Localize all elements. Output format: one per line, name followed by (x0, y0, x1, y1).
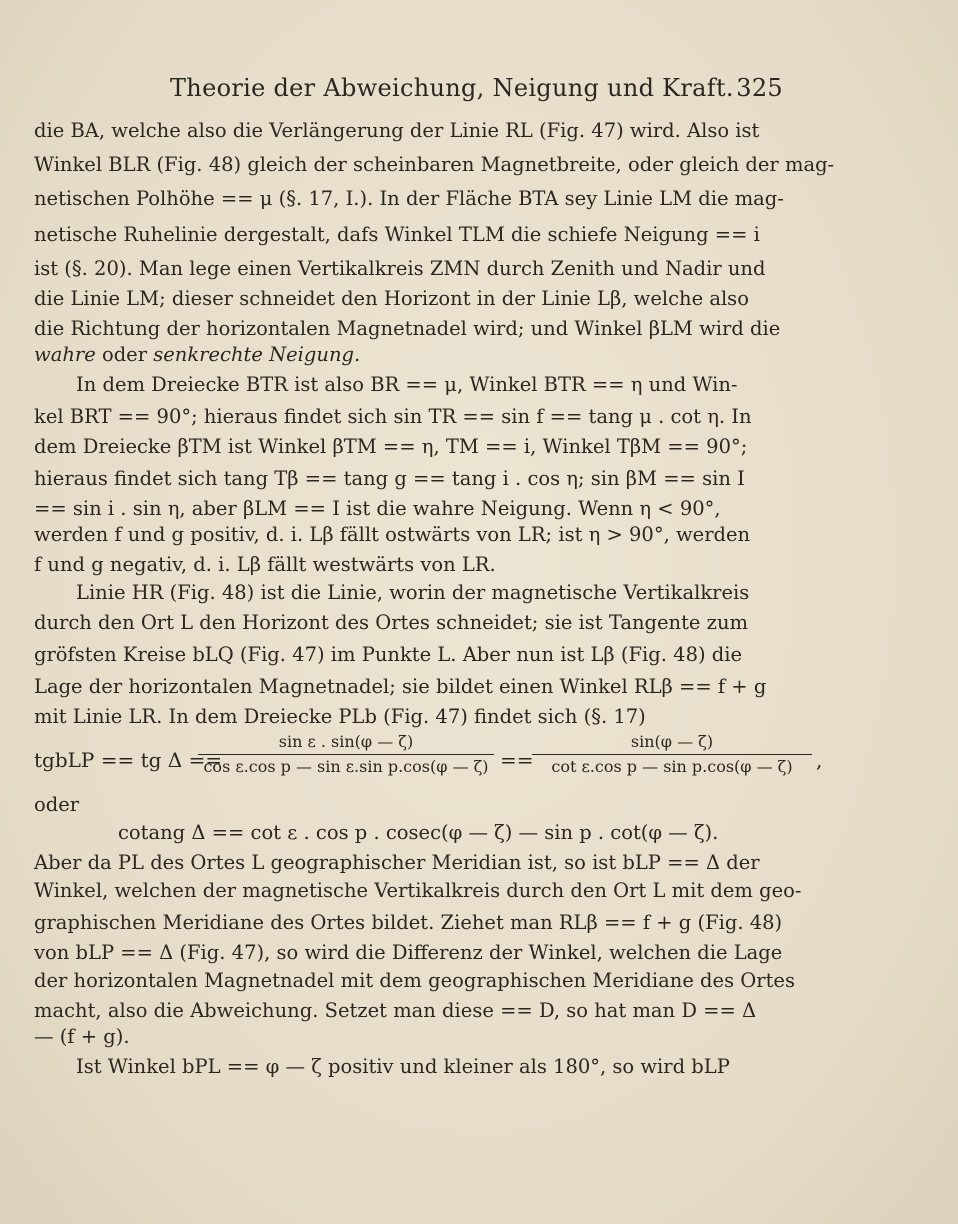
text-line: — (f + g). (34, 1025, 130, 1048)
text-line: Winkel BLR (Fig. 48) gleich der scheinbaren Magnetbreite, oder gleich der mag- (34, 153, 835, 176)
text-line: die Linie LM; dieser schneidet den Horizont in der Linie Lβ, welche also (34, 287, 749, 310)
text-line: der horizontalen Magnetnadel mit dem geographischen Meridiane des Ortes (34, 969, 795, 992)
text-line: In dem Dreiecke BTR ist also BR == μ, Winkel BTR == η und Win- (76, 373, 738, 396)
text-line: Winkel, welchen der magnetische Vertikalkreis durch den Ort L mit dem geo- (34, 879, 802, 902)
text-line: macht, also die Abweichung. Setzet man diese == D, so hat man D == Δ (34, 999, 757, 1022)
denominator: cot ε.cos p — sin p.cos(φ — ζ) (551, 757, 793, 776)
numerator: sin ε . sin(φ — ζ) (278, 732, 414, 751)
text-line: mit Linie LR. In dem Dreiecke PLb (Fig. 47) findet sich (§. 17) (34, 705, 646, 728)
text-line: die BA, welche also die Verlängerung der Linie RL (Fig. 47) wird. Also ist (34, 119, 760, 142)
text-line: ist (§. 20). Man lege einen Vertikalkreis ZMN durch Zenith und Nadir und (34, 257, 766, 280)
text-line: durch den Ort L den Horizont des Ortes schneidet; sie ist Tangente zum (34, 611, 748, 634)
text-line: gröfsten Kreise bLQ (Fig. 47) im Punkte L. Aber nun ist Lβ (Fig. 48) die (34, 643, 743, 666)
text-line: werden f und g positiv, d. i. Lβ fällt ostwärts von LR; ist η > 90°, werden (34, 523, 751, 546)
text-line: Aber da PL des Ortes L geographischer Meridian ist, so ist bLP == Δ der (34, 851, 760, 874)
equation-lhs: tgbLP == tg Δ == (34, 748, 223, 772)
comma: , (816, 748, 823, 772)
running-title: Theorie der Abweichung, Neigung und Kraft. (170, 74, 734, 102)
text-line: f und g negativ, d. i. Lβ fällt westwärts von LR. (34, 553, 496, 576)
text-line (34, 342, 804, 368)
text-line: Ist Winkel bPL == φ — ζ positiv und kleiner als 180°, so wird bLP (76, 1055, 730, 1078)
text-line: netische Ruhelinie dergestalt, dafs Winkel TLM die schiefe Neigung == i (34, 223, 760, 246)
text-line: kel BRT == 90°; hieraus findet sich sin TR == sin f == tang μ . cot η. In (34, 405, 752, 428)
text-line: == sin i . sin η, aber βLM == I ist die wahre Neigung. Wenn η < 90°, (34, 497, 721, 520)
fraction-1 (198, 732, 494, 776)
text-line: von bLP == Δ (Fig. 47), so wird die Differenz der Winkel, welchen die Lage (34, 941, 783, 964)
fraction-2 (532, 732, 812, 776)
text-line: hieraus findet sich tang Tβ == tang g == tang i . cos η; sin βM == sin I (34, 467, 745, 490)
text-line: Lage der horizontalen Magnetnadel; sie bildet einen Winkel RLβ == f + g (34, 675, 767, 698)
equation-2: cotang Δ == cot ε . cos p . cosec(φ — ζ) — sin p . cot(φ — ζ). (118, 821, 719, 844)
text-line: oder (34, 793, 80, 816)
equals-sign: == (500, 748, 534, 772)
text-line: graphischen Meridiane des Ortes bildet. Ziehet man RLβ == f + g (Fig. 48) (34, 911, 783, 934)
text-fragment: oder (95, 343, 154, 366)
text-line: dem Dreiecke βTM ist Winkel βTM == η, TM == i, Winkel TβM == 90°; (34, 435, 748, 458)
italic-term: senkrechte Neigung. (153, 343, 361, 366)
text-line: die Richtung der horizontalen Magnetnadel wird; und Winkel βLM wird die (34, 317, 781, 340)
text-line: Linie HR (Fig. 48) ist die Linie, worin der magnetische Vertikalkreis (76, 581, 750, 604)
denominator: cos ε.cos p — sin ε.sin p.cos(φ — ζ) (203, 757, 489, 776)
page-number: 325 (736, 74, 783, 102)
numerator: sin(φ — ζ) (630, 732, 714, 751)
text-line: netischen Polhöhe == μ (§. 17, I.). In der Fläche BTA sey Linie LM die mag- (34, 187, 784, 210)
italic-term: wahre (34, 343, 96, 366)
